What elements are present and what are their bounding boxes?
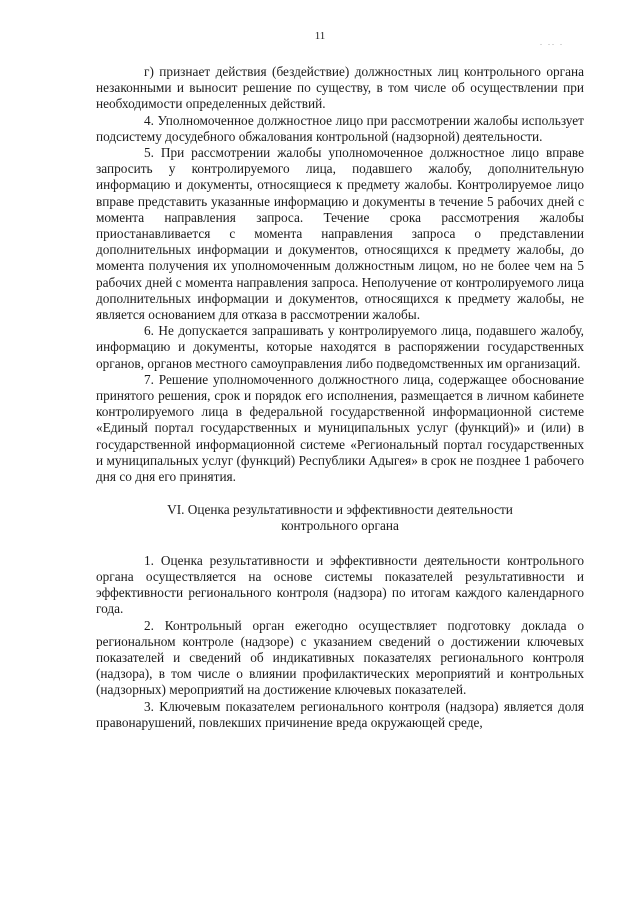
spacer: [96, 535, 584, 553]
paragraph-4: 4. Уполномоченное должностное лицо при рассмотрении жалобы использует подсистему досудебного обжалования контрольной (надзорной) деятельности.: [96, 112, 584, 144]
section-paragraph-1: 1. Оценка результативности и эффективности деятельности контрольного органа осуществляется на основе системы показателей результативности и эффективности регионального контроля (надзора) по итогам каждого календарного года.: [96, 552, 584, 617]
paragraph-5: 5. При рассмотрении жалобы уполномоченное должностное лицо вправе запросить у контролируемого лица, подавшего жалобу, дополнительную информацию и документы, относящиеся к предмету жалобы. Контролируемое лицо вправе представить указанные информацию и документы в течение 5 рабочих дней с момента направления запроса. Течение срока рассмотрения жалобы приостанавливается с момента направления запроса о представлении дополнительных информации и документов, относящихся к предмету жалобы, до момента получения их уполномоченным должностным лицом, но не более чем на 5 рабочих дней с момента направления запроса. Неполучение от контролируемого лица дополнительных информации и документов, относящихся к предмету жалобы, не является основанием для отказа в рассмотрении жалобы.: [96, 145, 584, 323]
scan-artifact-marks: . .. .: [540, 38, 564, 47]
paragraph-6: 6. Не допускается запрашивать у контролируемого лица, подавшего жалобу, информацию и документы, которые находятся в распоряжении государственных органов, органов местного самоуправления либо подведомственных им организаций.: [96, 323, 584, 371]
section-heading-line-1: VI. Оценка результативности и эффективности деятельности: [167, 502, 513, 518]
section-heading: [96, 502, 584, 534]
section-paragraph-2: 2. Контрольный орган ежегодно осуществляет подготовку доклада о региональном контроле (надзоре) с указанием сведений о достижении ключевых показателей и сведений об индикативных показателях регионального контроля (надзора), в том числе о влиянии профилактических мероприятий и контрольных (надзорных) мероприятий на достижение ключевых показателей.: [96, 617, 584, 698]
paragraph-item-g: г) признает действия (бездействие) должностных лиц контрольного органа незаконными и выносит решение по существу, в том числе об осуществлении при необходимости определенных действий.: [96, 64, 584, 112]
section-paragraph-3: 3. Ключевым показателем регионального контроля (надзора) является доля правонарушений, повлекших причинение вреда окружающей среде,: [96, 698, 584, 730]
section-heading-line-2: контрольного органа: [281, 518, 399, 534]
document-body: [96, 64, 584, 731]
page-number: 11: [314, 30, 326, 42]
paragraph-7: 7. Решение уполномоченного должностного лица, содержащее обоснование принятого решения, срок и порядок его исполнения, размещается в личном кабинете контролируемого лица в федеральной государственной информационной системе «Единый портал государственных и муниципальных услуг (функций)» и (или) в государственной информационной системе «Региональный портал государственных и муниципальных услуг (функций) Республики Адыгея» в срок не позднее 1 рабочего дня со дня его принятия.: [96, 371, 584, 485]
spacer: [96, 485, 584, 502]
